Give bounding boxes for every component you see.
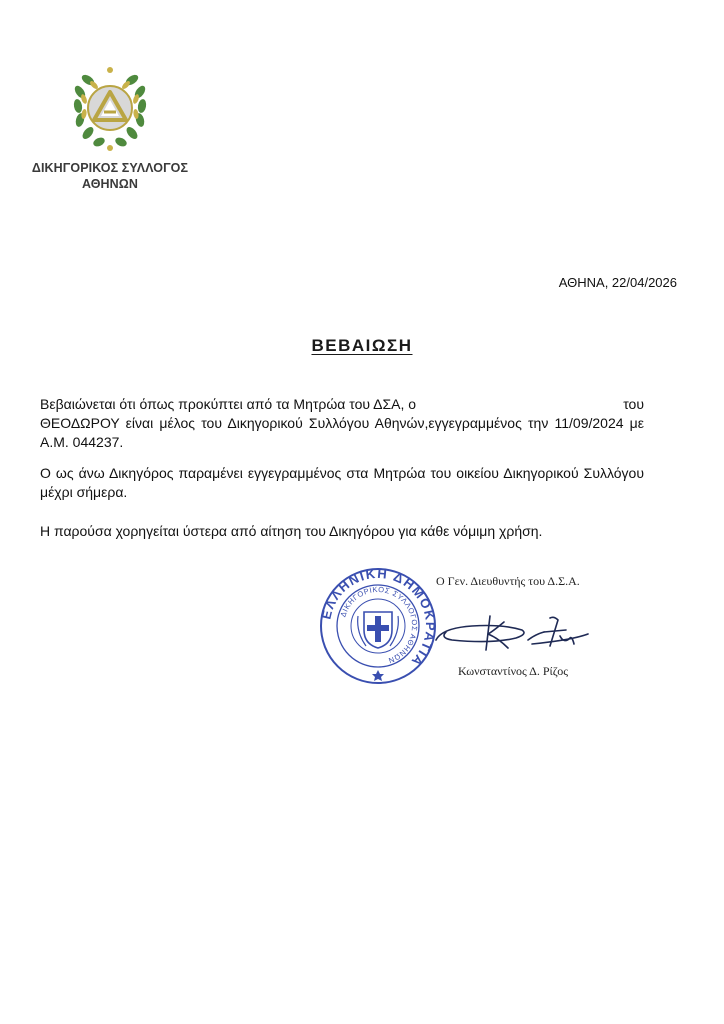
paragraph-1-start: Βεβαιώνεται ότι όπως προκύπτει από τα Μητρώα του ΔΣΑ, ο xyxy=(40,396,417,412)
handwritten-signature-icon xyxy=(432,610,592,660)
document-title-row xyxy=(0,336,724,356)
signatory-name: Κωνσταντίνος Δ. Ρίζος xyxy=(458,664,569,678)
document-date: ΑΘΗΝΑ, 22/04/2026 xyxy=(558,275,677,290)
stamp-outer-text: ΕΛΛΗΝΙΚΗ ΔΗΜΟΚΡΑΤΙΑ xyxy=(318,566,438,671)
signatory-role: Ο Γεν. Διευθυντής του Δ.Σ.Α. xyxy=(436,574,580,588)
paragraph-1-rest: ΘΕΟΔΩΡΟΥ είναι μέλος του Δικηγορικού Συλλόγου Αθηνών,εγγεγραμμένος την 11/09/2024 με Α.Μ. 044237. xyxy=(40,415,644,450)
paragraph-1 xyxy=(40,395,644,452)
header-logo-block xyxy=(20,62,200,192)
document-title: ΒΕΒΑΙΩΣΗ xyxy=(311,336,413,355)
official-stamp xyxy=(318,566,438,686)
org-name xyxy=(20,160,200,192)
stamp-inner-text: ΔΙΚΗΓΟΡΙΚΟΣ ΣΥΛΛΟΓΟΣ ΑΘΗΝΩΝ xyxy=(338,584,420,666)
bar-association-laurel-logo-icon xyxy=(64,62,156,154)
paragraph-3: Η παρούσα χορηγείται ύστερα από αίτηση του Δικηγόρου για κάθε νόμιμη χρήση. xyxy=(40,523,543,539)
paragraph-1-first-line xyxy=(40,395,644,414)
paragraph-1-end-word: του xyxy=(623,396,644,412)
org-name-line2: ΑΘΗΝΩΝ xyxy=(81,177,139,191)
stamp-star-icon xyxy=(372,670,384,681)
paragraph-2: Ο ως άνω Δικηγόρος παραμένει εγγεγραμμένος στα Μητρώα του οικείου Δικηγορικού Συλλόγου μέχρι σήμερα. xyxy=(40,465,644,500)
org-name-line1: ΔΙΚΗΓΟΡΙΚΟΣ ΣΥΛΛΟΓΟΣ xyxy=(31,161,189,175)
greek-coat-of-arms-icon xyxy=(358,612,399,648)
